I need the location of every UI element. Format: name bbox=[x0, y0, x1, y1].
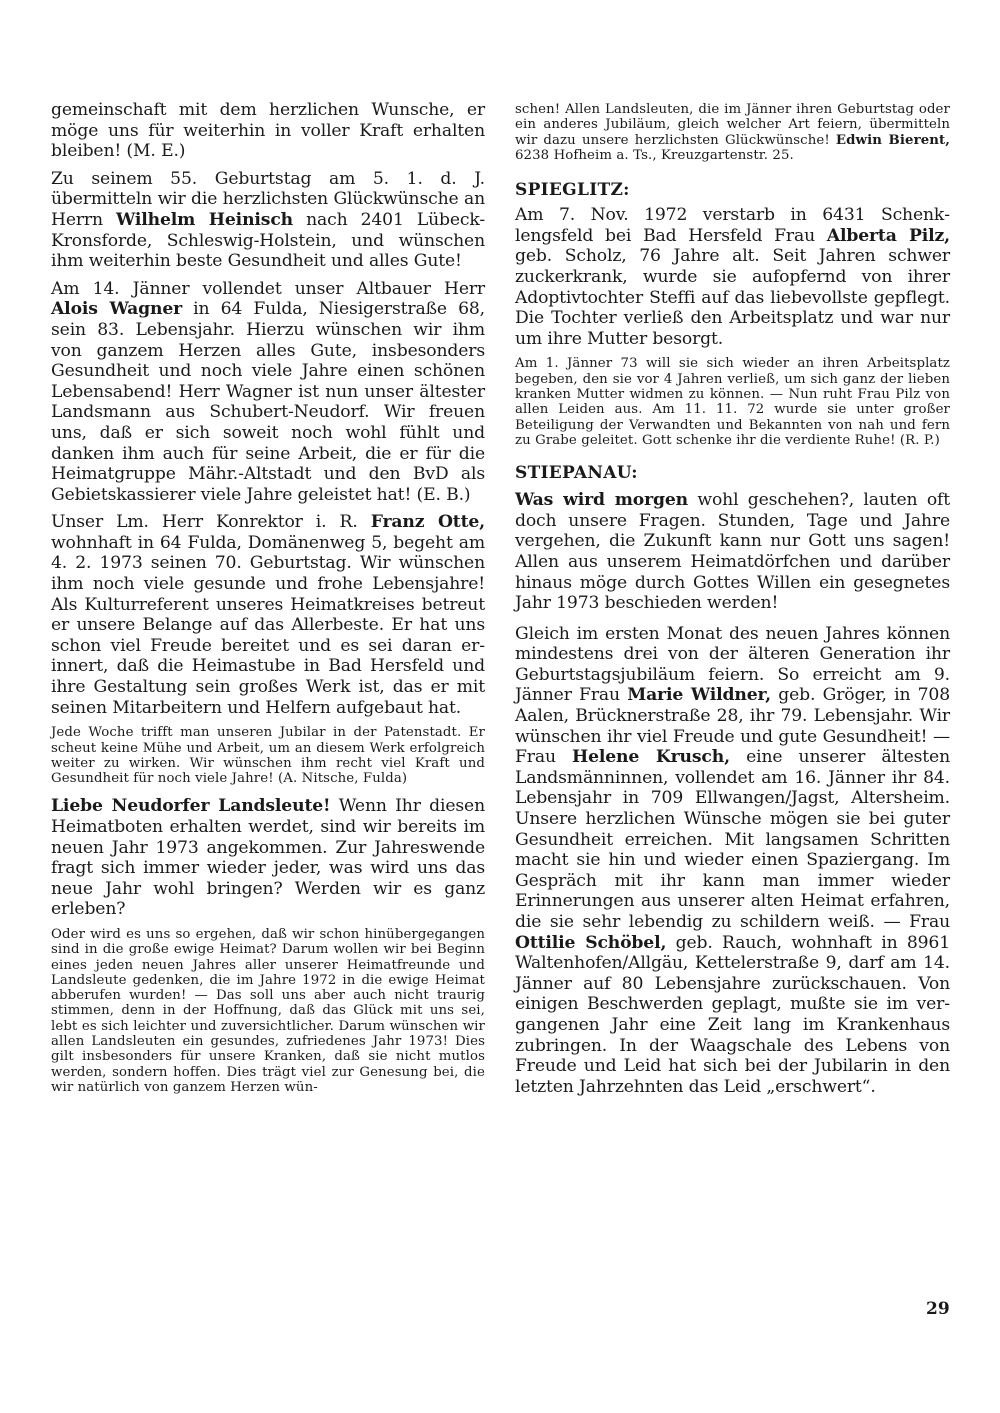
person-name: Franz Otte, bbox=[370, 512, 485, 533]
text: wohnhaft in 64 Fulda, Domänenweg 5, begeht am 4. 2. 1973 seinen 70. Geburtstag. Wir wünschen ihm noch viele gesunde und frohe Lebensjahre! Als Kulturreferent unseres Heimatkreises betreut er unsere Belange auf das Allerbeste. Er hat uns schon viel Freude bereitet und es sei daran erinnert, daß die Heimastube in Bad Hersfeld und ihre Gestaltung sein großes Werk ist, das er mit seinen Mitarbeitern und Helfern aufgebaut hat. bbox=[51, 532, 485, 718]
person-name: Marie Wildner, bbox=[627, 685, 772, 706]
page-number: 29 bbox=[926, 1299, 950, 1319]
person-name: Edwin Bierent, bbox=[835, 132, 951, 148]
paragraph-neudorf-greeting bbox=[51, 796, 485, 920]
person-name: Wilhelm Heinisch bbox=[116, 209, 293, 230]
text: schen! Allen Landsleuten, die im Jänner ihren Geburtstag oder ein anderes Jubiläum, gleich welcher Art feiern, übermitteln wir dazu unsere herzlichsten Glückwünsche! bbox=[515, 102, 950, 148]
paragraph-closing-wishes: gemeinschaft mit dem herzlichen Wunsche, er möge uns für weiterhin in voller Kraft erhalten bleiben! (M. E.) bbox=[51, 100, 485, 162]
paragraph-stiepanau-intro bbox=[515, 490, 950, 614]
paragraph-neudorf-continued: Oder wird es uns so ergehen, daß wir schon hinübergegangen sind in die große ewige Heimat? Darum wollen wir bei Beginn eines jeden neuen Jahres aller unserer Heimatfreunde und Landsleute gedenken, die im Jahre 1972 in die ewige Heimat abberufen wurden! — Das soll uns aber auch nicht traurig stimmen, denn in der Hoffnung, daß das Glück mit uns sei, lebt es sich leichter und zuversichtlicher. Darum wünschen wir allen Landsleuten ein gesundes, zufriedenes Jahr 1973! Dies gilt insbesonders für unsere Kranken, daß sie nicht mutlos werden, sondern hoffen. Dies trägt viel zur Genesung bei, die wir natürlich von ganzem Herzen wün- bbox=[51, 926, 485, 1095]
paragraph-pilz-continued: Am 1. Jänner 73 will sie sich wieder an ihren Arbeitsplatz begeben, den sie vor 4 Jahren verließ, um sich ganz der lieben kranken Mutter widmen zu können. — Nun ruht Frau Pilz von allen Leiden aus. Am 11. 11. 72 wurde sie unter großer Beteiligung der Verwandten und Bekannten von nah und fern zu Grabe geleitet. Gott schenke ihr die verdiente Ruhe! (R. P.) bbox=[515, 356, 950, 448]
text: geb. Rauch, wohnhaft in 8961 Waltenhofen/Allgäu, Kettelerstraße 9, darf am 14. Jänner auf 80 Lebensjahre zurückschauen. Von einigen Beschwerden geplagt, mußte sie im vergangenen Jahr eine Zeit lang im Krankenhaus zubringen. In der Waagschale des Lebens von Freude und Leid hat sich bei der Jubilarin in den letzten Jahrzehnten das Leid „erschwert“. bbox=[515, 932, 951, 1097]
paragraph-pilz bbox=[515, 205, 950, 349]
section-heading-stiepanau: STIEPANAU: bbox=[515, 463, 638, 484]
paragraph-heinisch bbox=[51, 169, 485, 272]
paragraph-stiepanau-birthdays bbox=[515, 624, 950, 1098]
person-name: Helene Krusch, bbox=[572, 747, 730, 768]
right-column bbox=[515, 102, 950, 1097]
text: 6238 Hofheim a. Ts., Kreuzgartenstr. 25. bbox=[515, 147, 794, 163]
person-name: Ottilie Schöbel, bbox=[515, 932, 667, 953]
paragraph-otte bbox=[51, 512, 485, 718]
section-heading-spieglitz: SPIEGLITZ: bbox=[515, 180, 630, 201]
person-name: Alois Wagner bbox=[51, 299, 183, 320]
text: Wenn Ihr diesen Heimatboten erhalten werdet, sind wir bereits im neuen Jahr 1973 angekommen. Zur Jahreswende fragt sich immer wieder jeder, was wird uns das neue Jahr wohl bringen? Werden wir es ganz erleben? bbox=[51, 796, 485, 920]
paragraph-bierent bbox=[515, 102, 950, 163]
text: Am 7. Nov. 1972 verstarb in 6431 Schenklengsfeld bei Bad Hersfeld Frau bbox=[515, 205, 950, 246]
text: Zu seinem 55. Geburtstag am 5. 1. d. J. übermitteln wir die herzlichsten Glückwünsche an Herrn bbox=[51, 168, 485, 230]
text: Am 14. Jänner vollendet unser Altbauer Herr bbox=[51, 278, 485, 299]
paragraph-otte-continued: Jede Woche trifft man unseren Jubilar in der Patenstadt. Er scheut keine Mühe und Arbeit, um an diesem Werk erfolgreich weiter zu wirken. Wir wünschen ihm recht viel Kraft und Gesundheit für noch viele Jahre! (A. Nitsche, Fulda) bbox=[51, 725, 485, 787]
text: geb. Gröger, in 708 Aalen, Brücknerstraße 28, ihr 79. Lebensjahr. Wir wünschen ihr viel Freude und gute Gesundheit! — Frau bbox=[515, 685, 950, 768]
lead-phrase: Liebe Neudorfer Landsleute! bbox=[51, 796, 331, 817]
paragraph-wagner bbox=[51, 279, 485, 506]
text: eine unserer ältesten Landsmänninnen, vollendet am 16. Jänner ihr 84. Lebensjahr in 709 Ellwangen/Jagst, Altersheim. Unsere herzlichen Wünsche mögen sie bei guter Gesundheit erreichen. Mit langsamen Schritten macht sie hin und wieder einen Spaziergang. Im Gespräch mit ihr kann man immer wieder Erinnerungen aus unserer alten Heimat erfahren, die sie sehr lebendig zu schildern weiß. — Frau bbox=[515, 747, 950, 932]
left-column bbox=[51, 100, 485, 1095]
text: nach 2401 Lübeck-Kronsforde, Schleswig-Holstein, und wünschen ihm weiterhin beste Gesundheit und alles Gute! bbox=[51, 209, 486, 272]
lead-phrase: Was wird morgen bbox=[515, 490, 689, 511]
text: Unser Lm. Herr Konrektor i. R. bbox=[51, 512, 371, 533]
text: in 64 Fulda, Niesigerstraße 68, sein 83. Lebensjahr. Hierzu wünschen wir ihm von ganzem Herzen alles Gute, insbesonders Gesundheit und noch viele Jahre einen schönen Lebensabend! Herr Wagner ist nun unser ältester Landsmann aus Schubert-Neudorf. Wir freuen uns, daß er sich soweit noch wohl fühlt und danken ihm auch für seine Arbeit, die er für die Heimatgruppe Mähr.-Altstadt und den BvD als Gebietskassierer viele Jahre geleistet hat! (E. B.) bbox=[51, 299, 485, 505]
text: Gleich im ersten Monat des neuen Jahres können mindestens drei von der älteren Generation ihr Geburtstagsjubiläum feiern. So erreicht am 9. Jänner Frau bbox=[515, 623, 950, 706]
person-name: Alberta Pilz, bbox=[826, 225, 950, 246]
text: geb. Scholz, 76 Jahre alt. Seit Jahren schwer zuckerkrank, wurde sie aufopfernd von ihrer Adoptivtochter Steffi auf das liebevollste gepflegt. Die Tochter verließ den Arbeitsplatz und war nur um ihre Mutter besorgt. bbox=[515, 246, 950, 349]
text: wohl geschehen?, lauten oft doch unsere Fragen. Stunden, Tage und Jahre vergehen, die Zukunft kann nur Gott uns sagen! Allen aus unserem Heimatdörfchen und darüber hinaus möge durch Gottes Willen ein gesegnetes Jahr 1973 beschieden werden! bbox=[515, 490, 950, 614]
